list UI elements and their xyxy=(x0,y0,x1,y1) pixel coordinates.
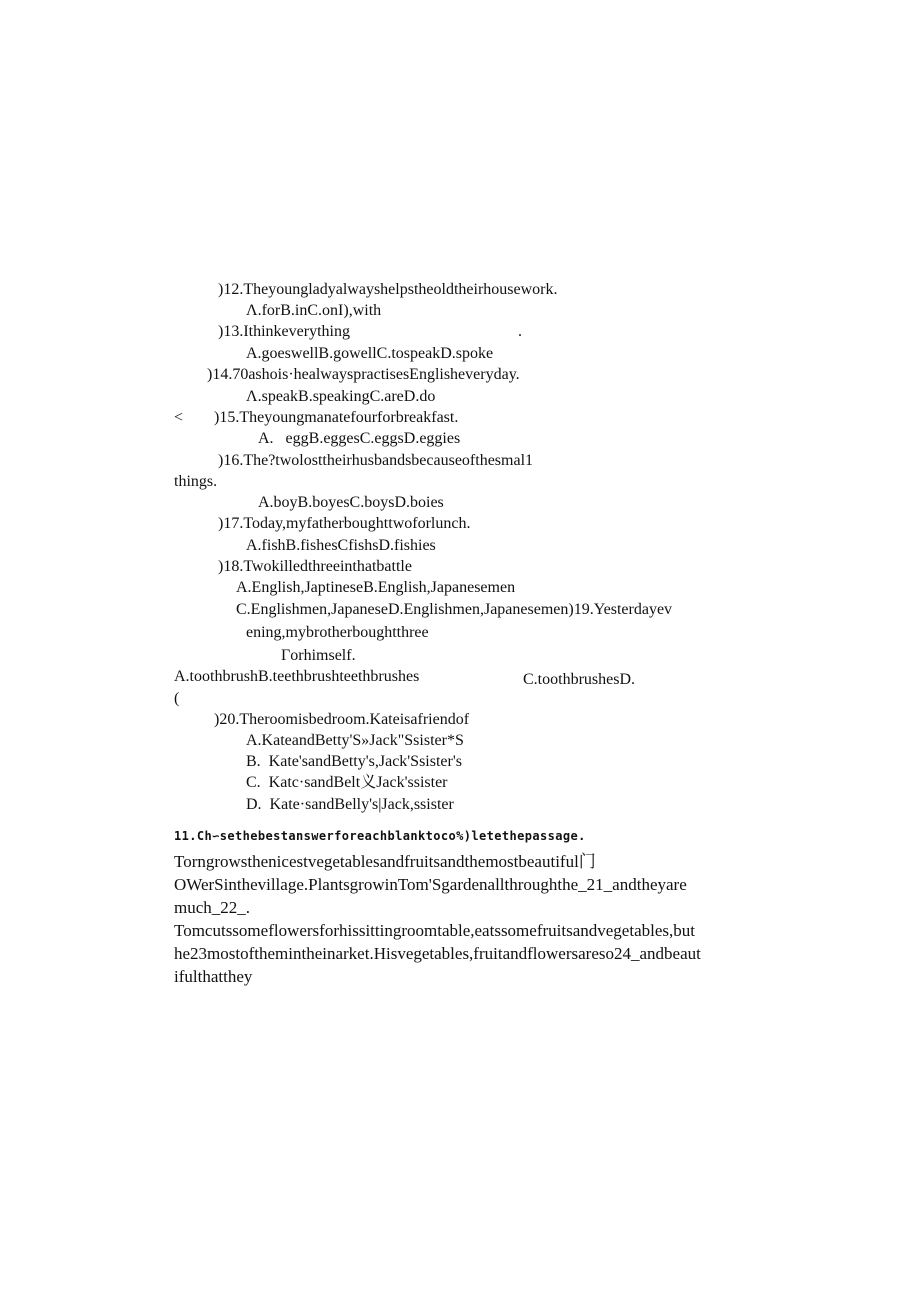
passage-line-6: ifulthatthey xyxy=(174,967,253,986)
question-20-option-c: C. Katc·sandBelt义Jack'ssister xyxy=(246,774,448,791)
section-heading: 11.Ch∽sethebestanswerforeachblanktoco%)letethepassage. xyxy=(174,829,586,843)
question-18-options-cd: C.Englishmen,JapaneseD.Englishmen,Japanesemen)19.Yesterdayev xyxy=(236,601,673,618)
question-16: )16.The?twolosttheirhusbandsbecauseofthesmal1 xyxy=(218,452,534,469)
question-15: )15.Theyoungmanatefourforbreakfast. xyxy=(214,409,459,426)
question-19-continued: ening,mybrotherboughtthree xyxy=(246,624,429,641)
question-13-blank-dot: . xyxy=(518,323,522,340)
question-14-options: Λ.speakB.speakingC.areD.do xyxy=(246,388,436,405)
passage-line-2: OWerSinthevillage.PlantsgrowinTom'Sgardenallthroughthe_21_andtheyare xyxy=(174,875,687,894)
question-20-option-d: D. Kate·sandBelly's|Jack,ssister xyxy=(246,796,454,813)
question-16-options: A.boyB.boyesC.boysD.boies xyxy=(258,494,444,511)
question-13-options: A.goeswellB.gowellC.tospeakD.spoke xyxy=(246,345,494,362)
question-19-options-ab: A.toothbrushB.teethbrushteethbrushes xyxy=(174,668,420,685)
passage-line-1: Torngrowsthenicestvegetablesandfruitsandthemostbeautiful门 xyxy=(174,852,596,871)
question-20-option-b: B. Kate'sandBetty's,Jack'Ssister's xyxy=(246,753,462,770)
question-19-options-cd: C.toothbrushesD. xyxy=(523,671,635,688)
question-12-options: Λ.forB.inC.onI),with xyxy=(246,302,382,319)
question-16-continued: things. xyxy=(174,473,218,490)
question-15-options: A. eggB.eggesC.eggsD.eggies xyxy=(258,430,461,447)
question-18-options-ab: A.English,JaptineseB.English,Japanesemen xyxy=(236,579,516,596)
question-13: )13.Ithinkeverything xyxy=(218,323,350,340)
passage-line-5: he23mostofthemintheinarket.Hisvegetables,fruitandflowersareso24_andbeaut xyxy=(174,944,701,963)
question-20-mark: ( xyxy=(174,690,180,707)
passage-line-3: much_22_. xyxy=(174,898,251,917)
question-18: )18.Twokilledthreeinthatbattle xyxy=(218,558,412,575)
question-14: )14.70ashois·healwayspractisesEnglisheveryday. xyxy=(207,366,520,383)
question-12: )12.Theyoungladyalwayshelpstheoldtheirhousework. xyxy=(218,281,558,298)
passage-line-4: Tomcutssomeflowersforhissittingroomtable,eatssomefruitsandvegetables,but xyxy=(174,921,695,940)
question-20-option-a: A.KateandBetty'S»Jack"Ssister*S xyxy=(246,732,464,749)
question-17-options: A.fishB.fishesCfishsD.fishies xyxy=(246,537,436,554)
question-15-mark: < xyxy=(174,409,184,426)
question-19-continued-2: Γorhimself. xyxy=(281,647,356,664)
question-17: )17.Today,myfatherboughttwoforlunch. xyxy=(218,515,471,532)
question-20: )20.Theroomisbedroom.Kateisafriendof xyxy=(214,711,470,728)
